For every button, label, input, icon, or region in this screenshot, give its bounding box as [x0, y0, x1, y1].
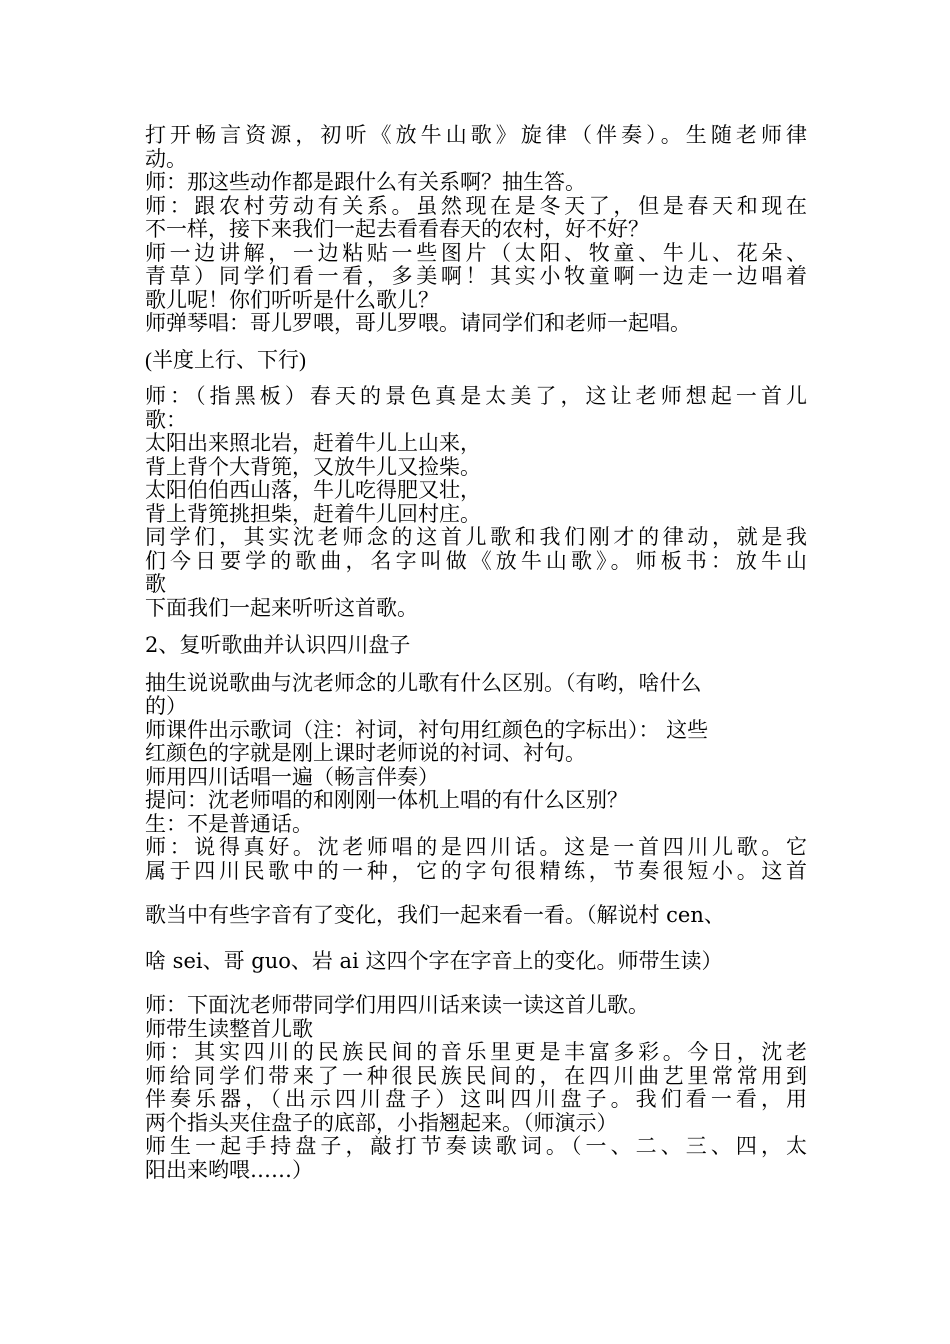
text-line: 下面我们一起来听听这首歌。	[145, 595, 418, 620]
text-line: 两个指头夹住盘子的底部，小指翘起来。（师演示）	[145, 1110, 618, 1135]
text-line: 师一边讲解，一边粘贴一些图片（太阳、牧童、牛儿、花朵、	[145, 241, 807, 265]
text-line: 啥 sei、哥 guo、岩 ai 这四个字在字音上的变化。师带生读）	[145, 948, 723, 973]
song-lyric-line: 太阳出来照北岩，赶着牛儿上山来，	[145, 431, 481, 455]
text-line: 师：跟农村劳动有关系。虽然现在是冬天了，但是春天和现在	[145, 194, 807, 218]
text-line: 师：那这些动作都是跟什么有关系啊？抽生答。	[145, 170, 586, 194]
section-heading: 2、复听歌曲并认识四川盘子	[145, 633, 411, 657]
text-line: 师生一起手持盘子，敲打节奏读歌词。（一、二、三、四，太	[145, 1135, 807, 1158]
text-line: 歌当中有些字音有了变化，我们一起来看一看。（解说村 cen、	[145, 903, 725, 927]
text-line: 师带生读整首儿歌	[145, 1016, 313, 1041]
text-line: 抽生说说歌曲与沈老师念的儿歌有什么区别。（有哟，啥什么	[145, 670, 702, 695]
text-line: 提问：沈老师唱的和刚刚一体机上唱的有什么区别？	[145, 788, 628, 812]
song-lyric-line: 背上背个大背篼，又放牛儿又捡柴。	[145, 454, 481, 479]
text-line: 的）	[145, 694, 187, 718]
text-line: 师：（指黑板）春天的景色真是太美了，这让老师想起一首儿	[145, 385, 807, 408]
text-line: 师用四川话唱一遍（畅言伴奏）	[145, 764, 439, 789]
text-line: 不一样，接下来我们一起去看看春天的农村，好不好？	[145, 217, 649, 241]
text-line: 师：下面沈老师带同学们用四川话来读一读这首儿歌。	[145, 993, 649, 1017]
text-line: 师：说得真好。沈老师唱的是四川话。这是一首四川儿歌。它	[145, 836, 807, 859]
text-line: 歌：	[145, 407, 187, 432]
text-line: 师弹琴唱：哥儿罗喂，哥儿罗喂。请同学们和老师一起唱。	[145, 311, 691, 335]
text-line: 们今日要学的歌曲，名字叫做《放牛山歌》。师板书：放牛山	[145, 549, 807, 573]
text-line: 属于四川民歌中的一种，它的字句很精练，节奏很短小。这首	[145, 859, 807, 883]
text-line: 歌儿呢！你们听听是什么歌儿？	[145, 287, 439, 312]
text-line: 伴奏乐器，（出示四川盘子）这叫四川盘子。我们看一看，用	[145, 1088, 807, 1111]
text-line: 动。	[145, 146, 187, 171]
text-line: 师给同学们带来了一种很民族民间的，在四川曲艺里常常用到	[145, 1064, 807, 1088]
text-line: 师课件出示歌词（注：衬词，衬句用红颜色的字标出）： 这些	[145, 717, 709, 742]
text-line: 歌	[145, 572, 166, 596]
text-line: 打开畅言资源，初听《放牛山歌》旋律（伴奏）。生随老师律	[145, 124, 807, 147]
text-line: 生：不是普通话。	[145, 811, 313, 836]
text-line: 阳出来哟喂……）	[145, 1157, 313, 1182]
text-line: 师：其实四川的民族民间的音乐里更是丰富多彩。今日，沈老	[145, 1041, 807, 1064]
document-body	[145, 124, 807, 1182]
song-lyric-line: 太阳伯伯西山落，牛儿吃得肥又壮，	[145, 478, 481, 502]
text-line: 红颜色的字就是刚上课时老师说的衬词、衬句。	[145, 741, 586, 765]
text-line: 同学们，其实沈老师念的这首儿歌和我们刚才的律动，就是我	[145, 526, 807, 549]
text-line: 青草）同学们看一看，多美啊！其实小牧童啊一边走一边唱着	[145, 265, 807, 288]
song-lyric-line: 背上背篼挑担柴，赶着牛儿回村庄。	[145, 501, 481, 526]
text-line: (半度上行、下行)	[145, 347, 306, 372]
